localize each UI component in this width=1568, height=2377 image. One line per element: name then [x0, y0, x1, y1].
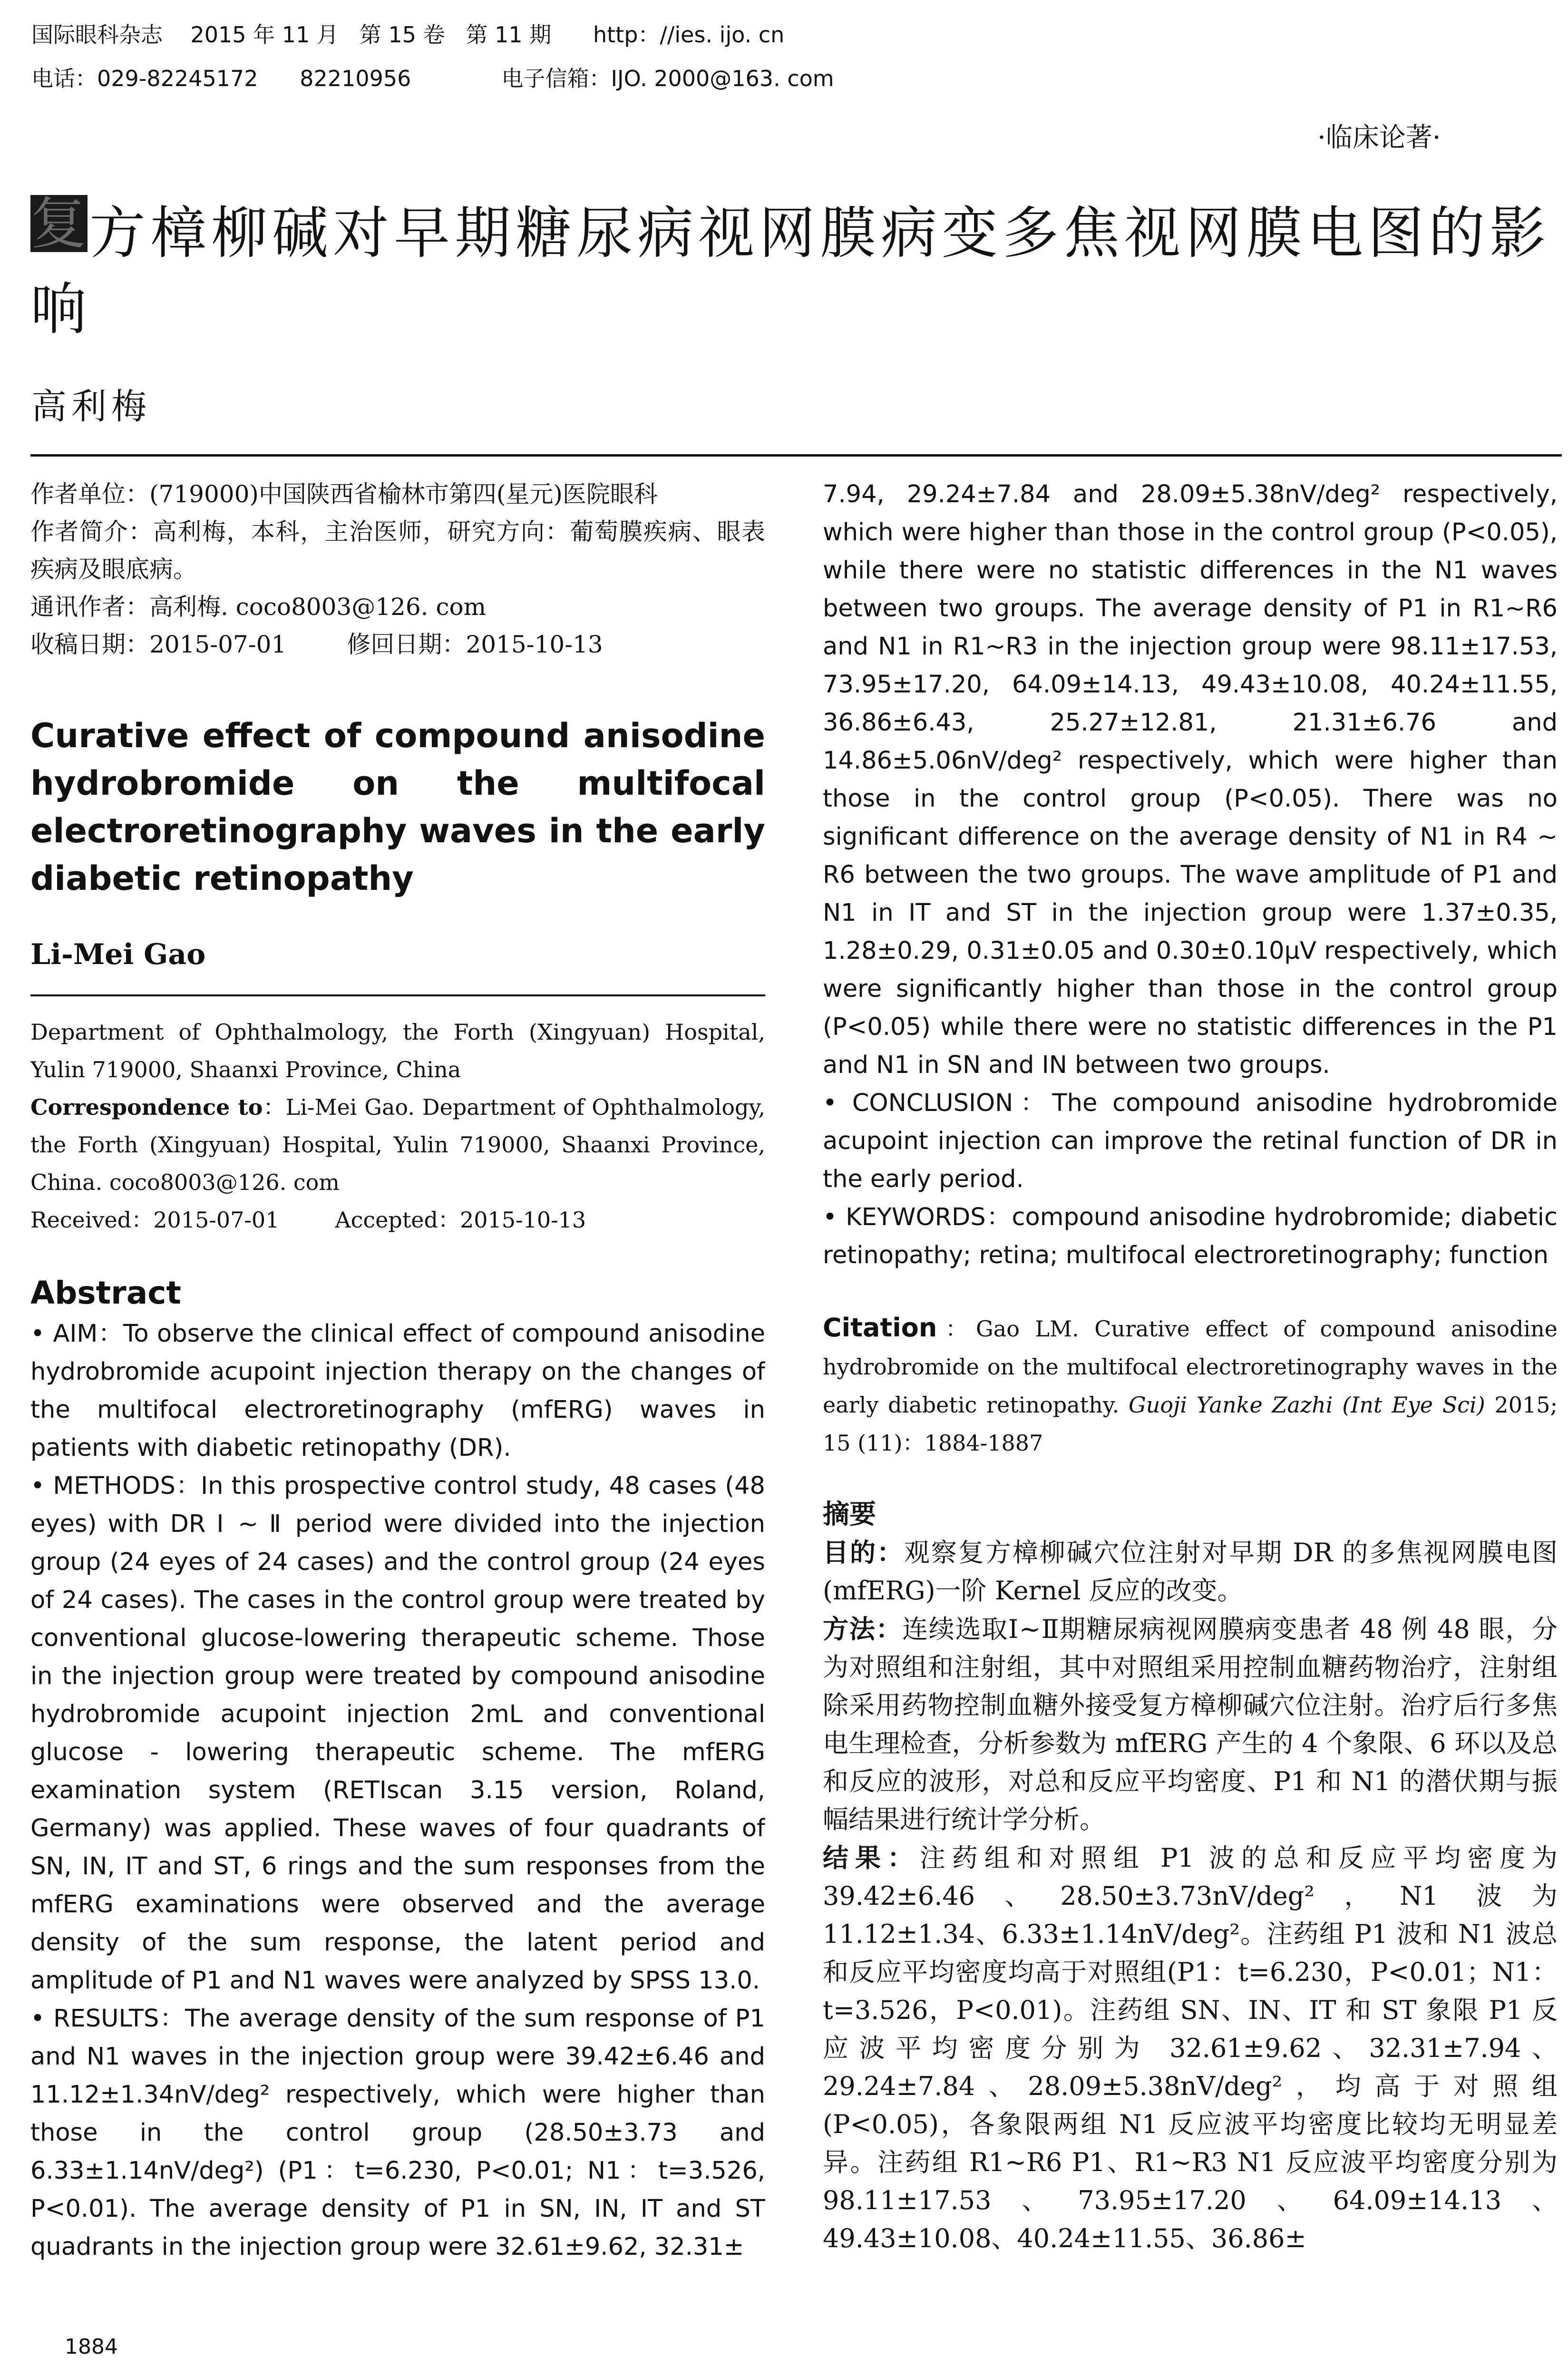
abstract-keywords — [823, 1198, 1558, 1275]
conclusion-text: ：The compound anisodine hydrobromide acupoint injection can improve the retinal function of DR in the early period. — [823, 1089, 1558, 1193]
citation — [823, 1309, 1558, 1462]
cn-methods — [823, 1610, 1558, 1839]
abstract-results-continued: 7.94, 29.24±7.84 and 28.09±5.38nV/deg² respectively, which were higher than those in the control group (P<0.05), while there were no statistic differences in the N1 waves between two groups. The average density of P1 in R1~R6 and N1 in R1~R3 in the injection group were 98.11±17.53, 73.95±17.20, 64.09±14.13, 49.43±10.08, 40.24±11.55, 36.86±6.43, 25.27±12.81, 21.31±6.76 and 14.86±5.06nV/deg² respectively, which were higher than those in the control group (P<0.05). There was no significant difference on the average density of N1 in R4 ~ R6 between the two groups. The wave amplitude of P1 and N1 in IT and ST in the injection group were 1.37±0.35, 1.28±0.29, 0.31±0.05 and 0.30±0.10μV respectively, which were significantly higher than those in the control group (P<0.05) while there were no statistic differences in the P1 and N1 in SN and IN between two groups. — [823, 480, 1558, 1079]
abstract-aim — [30, 1315, 765, 1467]
results-label: • RESULTS — [30, 2005, 159, 2033]
methods-text: ：In this prospective control study, 48 cases (48 eyes) with DR Ⅰ ~ Ⅱ period were divided into the injection group (24 eyes of 24 cases) and the control group (24 eyes of 24 cases). The cases in the control group were treated by conventional glucose-lowering therapeutic scheme. Those in the injection group were treated by compound anisodine hydrobromide acupoint injection 2mL and conventional glucose - lowering therapeutic scheme. The mfERG examination system (RETIscan 3.15 version, Roland, Germany) was applied. These waves of four quadrants of SN, IN, IT and ST, 6 rings and the sum responses from the mfERG examinations were observed and the average density of the sum response, the latent period and amplitude of P1 and N1 waves were analyzed by SPSS 13.0. — [30, 1472, 765, 1995]
dept-divider — [30, 994, 765, 996]
correspondence-label: Correspondence to — [30, 1094, 263, 1120]
affiliation: Department of Ophthalmology, the Forth (Xingyuan) Hospital, Yulin 719000, Shaanxi Province, China — [30, 1019, 765, 1082]
title-text: 方樟柳碱对早期糖尿病视网膜病变多焦视网膜电图的影响 — [30, 200, 1551, 342]
results-text: ：The average density of the sum response of P1 and N1 waves in the injection group were 39.42±6.46 and 11.12±1.34nV/deg² respectively, which were higher than those in the control group (28.50±3.73 and 6.33±1.14nV/deg²) (P1：t=6.230, P<0.01; N1：t=3.526, P<0.01). The average density of P1 in SN, IN, IT and ST quadrants in the injection group were 32.61±9.62, 32.31± — [30, 2005, 765, 2261]
citation-text: ：Gao LM. Curative effect of compound anisodine hydrobromide on the multifocal electroretinography waves in the early diabetic retinopathy. — [823, 1316, 1558, 1418]
top-divider — [30, 454, 1562, 457]
abstract-conclusion — [823, 1084, 1558, 1198]
aim-text: ：To observe the clinical effect of compound anisodine hydrobromide acupoint injection therapy on the changes of the multifocal electroretinography (mfERG) waves in patients with diabetic retinopathy (DR). — [30, 1320, 765, 1462]
affiliation-block — [30, 1013, 765, 1239]
journal-header-line1: 国际眼科杂志 2015 年 11 月 第 15 卷 第 11 期 http：//ies. ijo. cn — [31, 22, 785, 48]
correspondence — [30, 1089, 765, 1201]
author-unit: 作者单位：(719000)中国陕西省榆林市第四(星元)医院眼科 — [30, 480, 658, 508]
citation-journal: Guoji Yanke Zazhi (Int Eye Sci) — [1129, 1392, 1485, 1418]
author-en: Li-Mei Gao — [30, 938, 206, 971]
cn-aim-label: 目的： — [823, 1537, 904, 1568]
cn-results — [823, 1839, 1558, 2258]
keywords-label: • KEYWORDS — [823, 1203, 986, 1231]
cn-aim — [823, 1533, 1558, 1610]
citation-label: Citation — [823, 1313, 937, 1343]
right-column — [823, 476, 1558, 2258]
left-column — [30, 476, 765, 2266]
corresponding-author: 通讯作者：高利梅. coco8003@126. com — [30, 593, 486, 621]
title-boxed-char: 复 — [30, 191, 92, 256]
aim-label: • AIM — [30, 1320, 98, 1348]
methods-label: • METHODS — [30, 1472, 175, 1500]
journal-header-line2: 电话：029-82245172 82210956 电子信箱：IJO. 2000@163. com — [31, 66, 834, 91]
page-number: 1884 — [65, 2335, 118, 2359]
section-label: ·临床论著· — [1317, 122, 1441, 153]
cn-abstract-heading: 摘要 — [823, 1499, 876, 1530]
author-bio: 作者简介：高利梅，本科，主治医师，研究方向：葡萄膜疾病、眼表疾病及眼底病。 — [30, 518, 765, 583]
article-title-en: Curative effect of compound anisodine hydrobromide on the multifocal electroretinography waves in the early diabetic retinopathy — [30, 716, 765, 898]
conclusion-label: • CONCLUSION — [823, 1089, 1013, 1117]
cn-results-label: 结果： — [823, 1842, 920, 1873]
abstract-methods — [30, 1467, 765, 2000]
correspondence-text: ：Li-Mei Gao. Department of Ophthalmology, the Forth (Xingyuan) Hospital, Yulin 719000, Shaanxi Province, China. coco8003@126. com — [30, 1094, 765, 1195]
author-cn: 高利梅 — [31, 386, 151, 427]
abstract-results — [30, 2000, 765, 2266]
article-title-cn — [30, 191, 1562, 347]
cn-methods-label: 方法： — [823, 1614, 903, 1644]
dates-cn: 收稿日期：2015-07-01 修回日期：2015-10-13 — [30, 631, 603, 658]
received-accepted: Received：2015-07-01 Accepted：2015-10-13 — [30, 1207, 586, 1233]
cn-aim-text: 观察复方樟柳碱穴位注射对早期 DR 的多焦视网膜电图(mfERG)一阶 Kernel 反应的改变。 — [823, 1538, 1558, 1606]
keywords-text: ：compound anisodine hydrobromide; diabetic retinopathy; retina; multifocal electroretinography; function — [823, 1203, 1558, 1269]
cn-results-text: 注药组和对照组 P1 波的总和反应平均密度为 39.42±6.46、28.50±3.73nV/deg²，N1 波为 11.12±1.34、6.33±1.14nV/deg²。注药组 P1 波和 N1 波总和反应平均密度均高于对照组(P1：t=6.230，P<0.01；N1：t=3.526，P<0.01)。注药组 SN、IN、IT 和 ST 象限 P1 反应波平均密度分别为 32.61±9.62、32.31±7.94、29.24±7.84、28.09±5.38nV/deg²，均高于对照组(P<0.05)，各象限两组 N1 反应波平均密度比较均无明显差异。注药组 R1~R6 P1、R1~R3 N1 反应波平均密度分别为 98.11±17.53、73.95±17.20、64.09±14.13、49.43±10.08、40.24±11.55、36.86± — [823, 1843, 1558, 2253]
author-meta — [30, 476, 765, 663]
abstract-heading: Abstract — [30, 1275, 181, 1311]
citation-volume: 2015; 15 (11)：1884-1887 — [823, 1392, 1558, 1456]
cn-methods-text: 连续选取Ⅰ~Ⅱ期糖尿病视网膜病变患者 48 例 48 眼，分为对照组和注射组，其中对照组采用控制血糖药物治疗，注射组除采用药物控制血糖外接受复方樟柳碱穴位注射。治疗后行多焦电生理检查，分析参数为 mfERG 产生的 4 个象限、6 环以及总和反应的波形，对总和反应平均密度、P1 和 N1 的潜伏期与振幅结果进行统计学分析。 — [823, 1614, 1558, 1834]
